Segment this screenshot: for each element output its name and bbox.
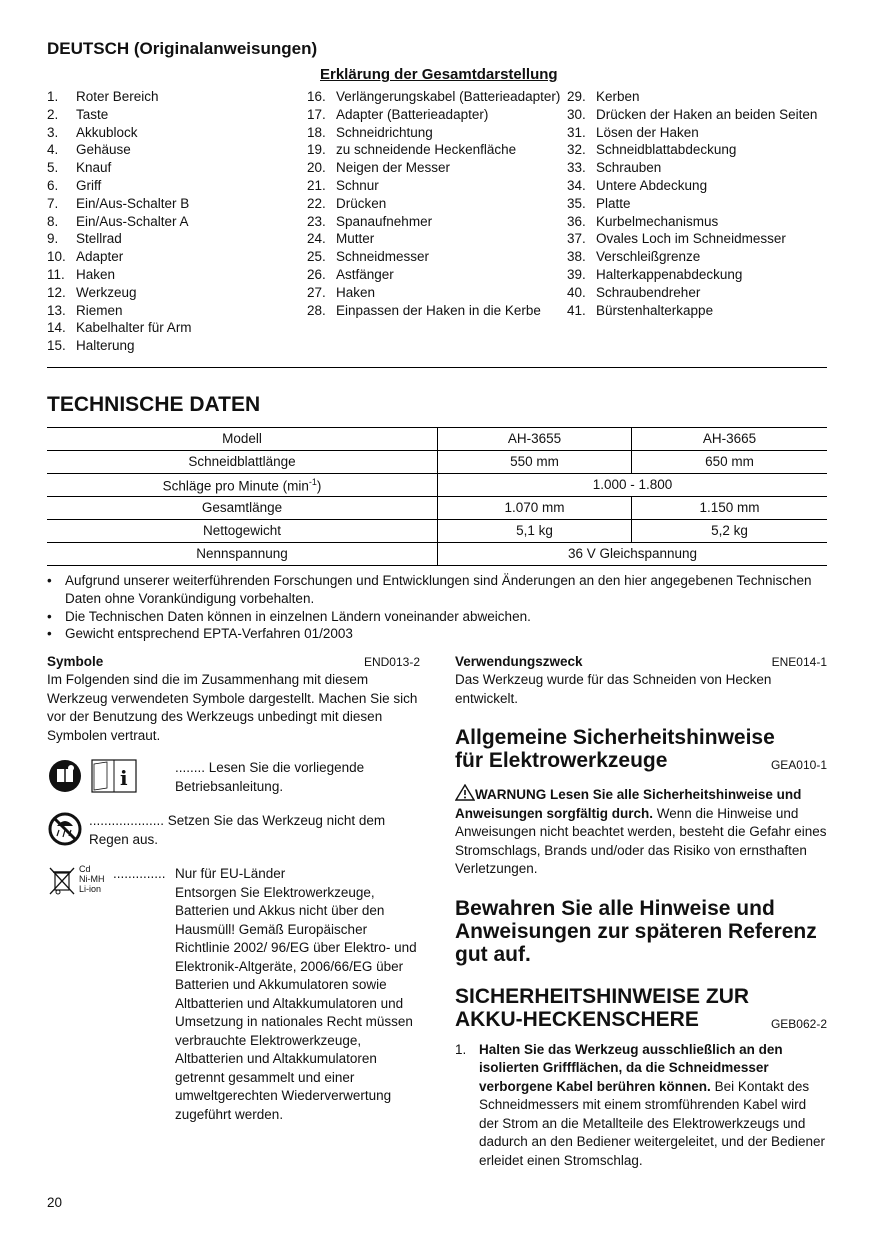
legend-item-text: Schraubendreher: [596, 284, 701, 300]
legend-item-number: 22.: [307, 195, 326, 211]
legend-item: [307, 195, 567, 213]
legend-item-text: Adapter (Batterieadapter): [336, 106, 489, 122]
legend-item-text: Halterung: [76, 338, 135, 354]
legend-item: [307, 230, 567, 248]
legend-item-number: 18.: [307, 124, 326, 140]
hedge-safety-title-2: AKKU-HECKENSCHERE: [455, 1007, 699, 1031]
legend-item-number: 39.: [567, 266, 586, 282]
legend-item: [567, 141, 827, 159]
legend-item: [567, 213, 827, 231]
battery-type-labels: [79, 864, 105, 894]
tech-data-title: TECHNISCHE DATEN: [47, 392, 261, 416]
legend-item: [567, 88, 827, 106]
legend-item: [567, 106, 827, 124]
legend-item-text: Ein/Aus-Schalter A: [76, 213, 189, 229]
spm-superscript: -1: [308, 476, 317, 487]
usage-text: Das Werkzeug wurde für das Schneiden von Hecken entwickelt.: [455, 672, 772, 706]
leader-dots: ....................: [89, 813, 165, 829]
legend-item-text: Haken: [336, 284, 376, 300]
legend-item-number: 14.: [47, 320, 66, 336]
legend-column-2: [307, 88, 567, 355]
general-safety-section: [455, 726, 827, 879]
legend-item: [567, 284, 827, 302]
legend-item-number: 16.: [307, 89, 326, 104]
legend-item-text: Untere Abdeckung: [596, 177, 708, 193]
warning-text: Wenn die Hinweise und Anweisungen nicht beachtet werden, besteht die Gefahr eines Stromschlags, Brands und/oder das Risiko von ernsthaften Verletzungen.: [455, 805, 827, 877]
warning-triangle-icon: [455, 784, 475, 801]
legend-item-number: 7.: [47, 195, 59, 211]
legend-item: [47, 266, 307, 284]
bullet: •: [47, 608, 52, 624]
cell-blade-a: 550 mm: [438, 450, 632, 473]
usage-title: Verwendungszweck: [455, 654, 583, 670]
general-safety-warning: [455, 784, 827, 879]
hedge-safety-code: GEB062-2: [770, 1016, 827, 1031]
legend-item: [307, 284, 567, 302]
list-item: [47, 625, 827, 643]
legend-item-text: Taste: [76, 106, 109, 122]
symbols-heading: [47, 653, 420, 671]
eu-text: Entsorgen Sie Elektrowerkzeuge, Batterien und Akkus nicht über den Hausmüll! Gemäß Europäischer Richtlinie 2002/ 96/EG über Elektro- und Elektronik-Altgeräte, 2006/66/EG über Batterien und Akkumulatoren sowie Altbatterien und Altakkumulatoren und Umsetzung in nationales Recht müssen verbrauchte Elektrowerkzeuge, Altbatterien und Altakkumulatoren getrennt gesammelt und einer umweltgerechten Wiederverwertung zugeführt werden.: [175, 884, 417, 1122]
legend-item-text: Adapter: [76, 249, 124, 265]
legend-item-text: Kerben: [596, 89, 640, 104]
legend-item-text: Spanaufnehmer: [336, 213, 433, 229]
legend-item: [307, 177, 567, 195]
usage-code: ENE014-1: [771, 655, 827, 670]
cell-model-b: AH-3665: [632, 427, 828, 450]
legend-column-3: [567, 88, 827, 355]
legend-item-text: Ovales Loch im Schneidmesser: [596, 231, 786, 247]
legend-item-number: 2.: [47, 106, 59, 122]
general-safety-code: GEA010-1: [770, 758, 827, 773]
legend-item-text: Riemen: [76, 302, 123, 318]
legend-item: [307, 159, 567, 177]
legend-item-number: 33.: [567, 160, 586, 176]
legend-item: [47, 195, 307, 213]
legend-item: [307, 302, 567, 320]
manual-description: [175, 759, 420, 796]
legend-item: [47, 319, 307, 337]
legend-item-number: 11.: [47, 266, 65, 282]
legend-item-number: 40.: [567, 284, 586, 300]
spec-table: [47, 427, 827, 566]
legend-item: [47, 124, 307, 142]
list-item: [47, 608, 827, 626]
warning-bold: WARNUNG Lesen Sie alle Sicherheitshinweise und Anweisungen sorgfältig durch.: [455, 787, 802, 821]
legend-item: [307, 266, 567, 284]
legend-item-text: Halterkappenabdeckung: [596, 266, 743, 282]
list-item: [455, 1041, 827, 1171]
legend-item-number: 5.: [47, 160, 59, 176]
legend-item: [307, 248, 567, 266]
table-row: [47, 473, 827, 496]
divider: [47, 367, 827, 368]
note-text: Gewicht entsprechend EPTA-Verfahren 01/2003: [65, 626, 353, 642]
legend-item-number: 35.: [567, 195, 586, 211]
legend-item-number: 10.: [47, 249, 66, 265]
right-column: [455, 653, 827, 1170]
cell-model-a: AH-3655: [438, 427, 632, 450]
item-bold: Halten Sie das Werkzeug ausschließlich an den isolierten Griffflächen, da die Schneidmesser verborgene Kabel berühren können.: [479, 1041, 783, 1094]
cell-spm-value: 1.000 - 1.800: [438, 473, 828, 496]
legend-item-number: 12.: [47, 284, 66, 300]
legend-item-number: 31.: [567, 124, 586, 140]
item-body: Bei Kontakt des Schneidmessers mit einem stromführenden Kabel wird der Strom an die Metallteile des Elektrowerkzeugs und dadurch an den Bediener weitergeleitet, und der Bediener erleidet einen Stromschlag.: [479, 1078, 825, 1168]
table-row: [47, 519, 827, 542]
rain-description: [89, 812, 420, 849]
legend-title: Erklärung der Gesamtdarstellung: [320, 66, 558, 83]
symbols-title: Symbole: [47, 654, 104, 670]
legend-item-number: 19.: [307, 142, 326, 158]
spm-close: ): [316, 478, 322, 494]
legend-item-text: Kabelhalter für Arm: [76, 320, 192, 336]
eu-title: Nur für EU-Länder: [175, 866, 286, 882]
legend-item-text: Werkzeug: [76, 284, 137, 300]
cell-weight-a: 5,1 kg: [438, 519, 632, 542]
legend-item: [47, 230, 307, 248]
legend-item-text: Schnur: [336, 177, 379, 193]
legend-item-text: Drücken der Haken an beiden Seiten: [596, 106, 818, 122]
cell-length-label: Gesamtlänge: [47, 496, 438, 519]
legend-item-text: Bürstenhalterkappe: [596, 302, 714, 318]
note-text: Aufgrund unserer weiterführenden Forschungen und Entwicklungen sind Änderungen an den hier angegebenen Technischen Daten ohne Vorankündigung vorbehalten.: [65, 572, 812, 606]
legend-item: [307, 106, 567, 124]
legend-item-text: Griff: [76, 177, 102, 193]
legend-item-text: Drücken: [336, 195, 387, 211]
cell-model-label: Modell: [47, 427, 438, 450]
manual-page: [47, 38, 827, 1170]
legend-item: [567, 302, 827, 320]
legend-item-number: 1.: [47, 89, 59, 104]
legend-item-text: Schneidmesser: [336, 249, 430, 265]
legend-item-text: Schneidrichtung: [336, 124, 433, 140]
legend-item-text: Lösen der Haken: [596, 124, 699, 140]
table-row: [47, 450, 827, 473]
legend-item: [567, 159, 827, 177]
eu-description: [175, 865, 420, 1124]
legend-item-text: Platte: [596, 195, 631, 211]
legend-item-text: Ein/Aus-Schalter B: [76, 195, 190, 211]
leader-dots: ........: [175, 760, 206, 776]
legend-item: [567, 177, 827, 195]
legend-item-number: 36.: [567, 213, 586, 229]
legend-item: [47, 213, 307, 231]
cell-blade-label: Schneidblattlänge: [47, 450, 438, 473]
legend-item-number: 25.: [307, 249, 326, 265]
hedge-safety-section: [455, 985, 827, 1171]
label-liion: Li-ion: [79, 884, 102, 895]
legend-item-text: Schrauben: [596, 160, 662, 176]
legend-item-text: Akkublock: [76, 124, 138, 140]
legend-item-text: Kurbelmechanismus: [596, 213, 719, 229]
legend-item-text: Verlängerungskabel (Batterieadapter): [336, 89, 561, 104]
legend-item-number: 8.: [47, 213, 59, 229]
legend-item-text: Schneidblattabdeckung: [596, 142, 737, 158]
manual-icons: [47, 759, 175, 795]
legend-item: [47, 88, 307, 106]
legend-item: [307, 213, 567, 231]
cell-weight-b: 5,2 kg: [632, 519, 828, 542]
legend-item: [567, 124, 827, 142]
legend-item-number: 9.: [47, 231, 59, 247]
cell-blade-b: 650 mm: [632, 450, 828, 473]
legend-item-number: 15.: [47, 338, 66, 354]
hedge-safety-title-1: SICHERHEITSHINWEISE ZUR: [455, 984, 750, 1008]
legend-item: [307, 124, 567, 142]
tech-notes: [47, 572, 827, 643]
legend-item-text: Haken: [76, 266, 116, 282]
legend-item-number: 20.: [307, 160, 326, 176]
rain-text: Setzen Sie das Werkzeug nicht dem Regen aus.: [89, 813, 386, 847]
no-rain-icon: [47, 812, 87, 848]
bullet: •: [47, 572, 52, 588]
cell-voltage-value: 36 V Gleichspannung: [438, 542, 828, 565]
legend-item-number: 26.: [307, 266, 326, 282]
legend-item-number: 23.: [307, 213, 326, 229]
cell-length-a: 1.070 mm: [438, 496, 632, 519]
cell-voltage-label: Nennspannung: [47, 542, 438, 565]
legend-item-text: Roter Bereich: [76, 89, 159, 104]
table-row: [47, 427, 827, 450]
label-nimh: Ni-MH: [79, 874, 105, 885]
legend-item: [47, 302, 307, 320]
read-manual-icon: [47, 759, 177, 795]
legend-item-number: 6.: [47, 177, 59, 193]
legend-item: [47, 159, 307, 177]
item-text: [479, 1041, 827, 1171]
svg-text:i: i: [120, 766, 128, 791]
symbol-row-eu: [47, 865, 420, 1124]
eu-icons: [47, 865, 113, 905]
bullet: •: [47, 626, 52, 642]
keep-instructions-title: Bewahren Sie alle Hinweise und Anweisungen zur späteren Referenz gut auf.: [455, 896, 817, 966]
page-number: 20: [47, 1195, 63, 1210]
legend-item-number: 13.: [47, 302, 66, 318]
table-row: [47, 496, 827, 519]
legend-item-number: 41.: [567, 302, 586, 318]
legend-item-number: 38.: [567, 249, 586, 265]
legend-item: [47, 248, 307, 266]
legend-item-text: Stellrad: [76, 231, 122, 247]
legend-item: [307, 141, 567, 159]
legend-item-text: Knauf: [76, 160, 112, 176]
two-column-body: [47, 653, 827, 1170]
item-number: 1.: [455, 1041, 467, 1057]
symbols-intro: Im Folgenden sind die im Zusammenhang mit diesem Werkzeug verwendeten Symbole dargestellt. Machen Sie sich vor der Benutzung des Werkzeugs unbedingt mit diesen Symbolen vertraut.: [47, 672, 418, 743]
legend-item-text: Astfänger: [336, 266, 394, 282]
general-safety-title-1: Allgemeine Sicherheitshinweise: [455, 726, 775, 750]
legend-item: [567, 266, 827, 284]
legend-item-number: 4.: [47, 142, 59, 158]
legend-item: [567, 195, 827, 213]
crossed-bin-icon: [47, 865, 79, 897]
hedge-safety-title-row: [455, 1008, 827, 1031]
rain-icons: [47, 812, 89, 848]
legend-item-text: Neigen der Messer: [336, 160, 451, 176]
leader-dots: ..............: [113, 866, 166, 882]
symbol-row-manual: [47, 759, 420, 796]
legend-item-number: 24.: [307, 231, 326, 247]
legend-item-text: Verschleißgrenze: [596, 249, 701, 265]
legend-item: [47, 284, 307, 302]
note-text: Die Technischen Daten können in einzelnen Ländern voneinander abweichen.: [65, 608, 531, 624]
general-safety-title-row: [455, 749, 827, 772]
general-safety-title-2: für Elektrowerkzeuge: [455, 749, 668, 773]
cell-length-b: 1.150 mm: [632, 496, 828, 519]
legend-item-number: 3.: [47, 124, 59, 140]
legend-item: [47, 337, 307, 355]
legend-item: [307, 88, 567, 106]
legend-item-number: 30.: [567, 106, 586, 122]
legend-item-number: 32.: [567, 142, 586, 158]
legend-item: [47, 141, 307, 159]
legend-item-number: 17.: [307, 106, 326, 122]
legend-column-1: [47, 88, 307, 355]
legend-item-number: 29.: [567, 89, 586, 104]
table-row: [47, 542, 827, 565]
legend-item-text: zu schneidende Heckenfläche: [336, 142, 517, 158]
legend-item: [567, 230, 827, 248]
legend-item: [47, 177, 307, 195]
left-column: [47, 653, 420, 1170]
legend-item-number: 27.: [307, 284, 326, 300]
parts-legend: [47, 88, 827, 355]
symbols-code: END013-2: [363, 655, 420, 670]
cell-weight-label: Nettogewicht: [47, 519, 438, 542]
legend-item-number: 34.: [567, 177, 586, 193]
legend-item-text: Einpassen der Haken in die Kerbe: [336, 302, 541, 318]
legend-item-number: 21.: [307, 177, 326, 193]
legend-item-number: 37.: [567, 231, 586, 247]
usage-heading: [455, 653, 827, 671]
manual-text: Lesen Sie die vorliegende Betriebsanleitung.: [175, 760, 365, 794]
language-title: DEUTSCH (Originalanweisungen): [47, 39, 318, 58]
label-cd: Cd: [79, 864, 91, 875]
legend-item-text: Mutter: [336, 231, 375, 247]
legend-item-number: 28.: [307, 302, 326, 318]
legend-item: [567, 248, 827, 266]
cell-spm-label: [47, 473, 438, 496]
list-item: [47, 572, 827, 608]
legend-item: [47, 106, 307, 124]
legend-item-text: Gehäuse: [76, 142, 131, 158]
spm-label-text: Schläge pro Minute (min: [162, 478, 309, 494]
symbol-row-rain: [47, 812, 420, 849]
